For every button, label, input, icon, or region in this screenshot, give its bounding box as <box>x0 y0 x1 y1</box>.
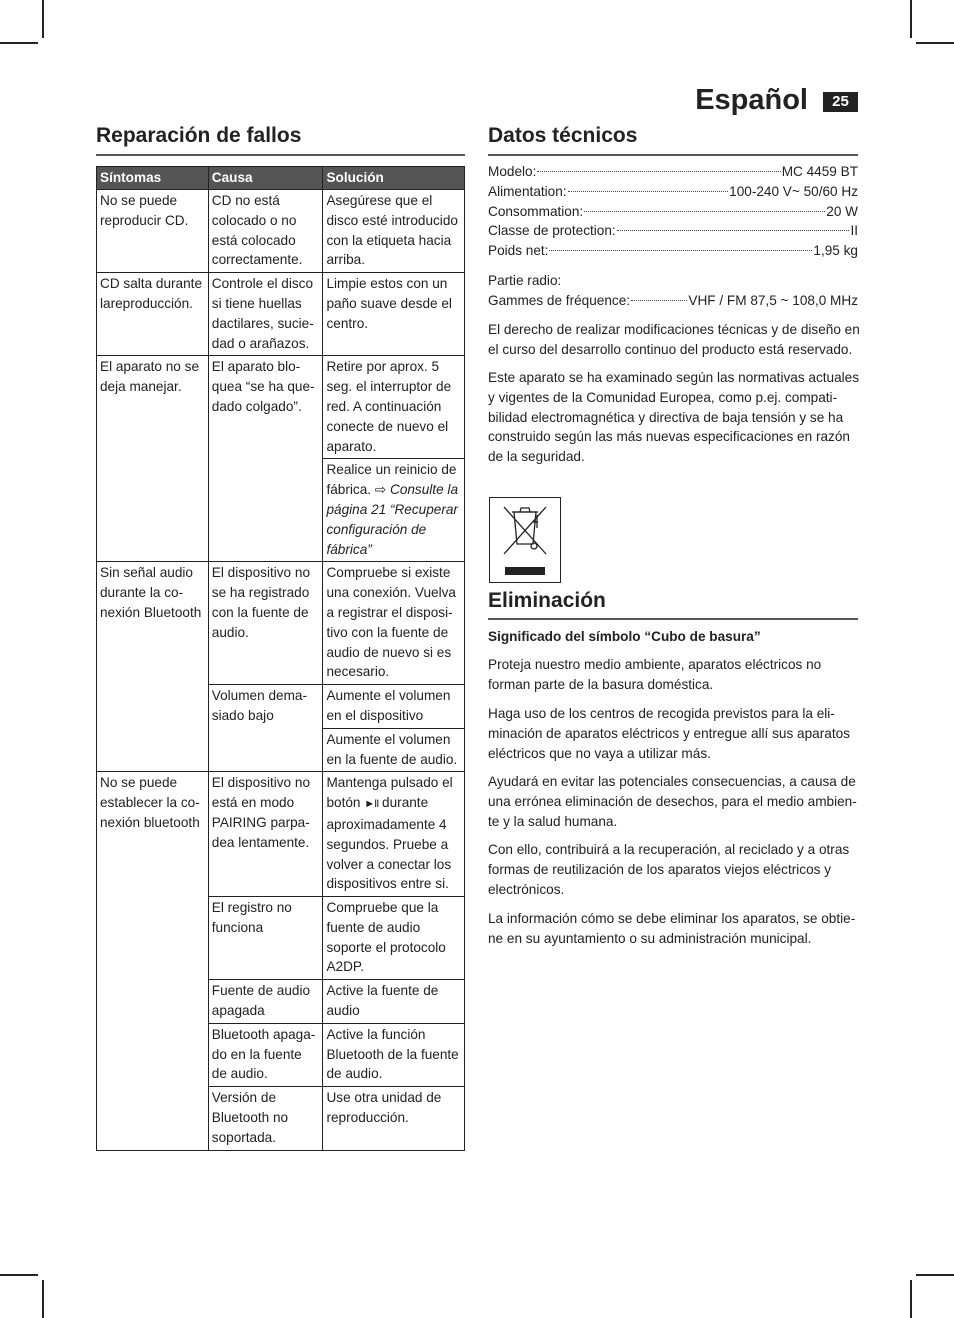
column-header-cause: Causa <box>208 167 323 190</box>
page-number: 25 <box>823 92 858 112</box>
crop-mark <box>910 0 912 38</box>
dot-leader <box>549 250 812 251</box>
table-header-row <box>97 167 465 190</box>
reference-arrow-icon: ⇨ <box>374 482 387 498</box>
table-row <box>97 772 465 897</box>
technical-data-title: Datos técnicos <box>488 124 638 147</box>
column-header-symptoms: Síntomas <box>97 167 209 190</box>
solution-cell <box>323 459 465 562</box>
spec-label: Consommation: <box>488 203 584 219</box>
column-header-solution: Solución <box>323 167 465 190</box>
solution-cell: Compruebe si existe una conexión. Vuelva a registrar el disposi-tivo con la fuente de audio de nuevo si es necesario. <box>323 562 465 685</box>
crop-mark <box>42 0 44 38</box>
solution-cell: Compruebe que la fuente de audio soporte el protocolo A2DP. <box>323 897 465 980</box>
paragraph: Con ello, contribuirá a la recuperación, al reciclado y a otras formas de reutilización de los aparatos viejos eléctricos y electrónicos. <box>488 842 850 897</box>
page-language-title: Español <box>695 84 808 116</box>
solution-text: Mantenga pulsado el botón <box>326 775 453 811</box>
cause-cell: El aparato blo-quea “se ha que-dado colgado”. <box>208 356 323 562</box>
cause-cell: El dispositivo no se ha registrado con la fuente de audio. <box>208 562 323 685</box>
spec-label: Classe de protection: <box>488 223 616 239</box>
crop-mark <box>916 42 954 44</box>
disposal-subtitle: Significado del símbolo “Cubo de basura” <box>488 629 761 644</box>
paragraph: El derecho de realizar modificaciones técnicas y de diseño en el curso del desarrollo continuo del producto está reservado. <box>488 322 860 357</box>
dot-leader <box>631 300 687 301</box>
troubleshooting-title: Reparación de fallos <box>96 124 302 147</box>
crop-mark <box>0 1274 38 1276</box>
cause-cell: Controle el disco si tiene huellas dactilares, sucie-dad o arañazos. <box>208 273 323 356</box>
solution-cell: Use otra unidad de reproducción. <box>323 1087 465 1151</box>
section-divider <box>488 154 858 156</box>
spec-row-power <box>488 182 858 202</box>
dot-leader <box>568 191 729 192</box>
spec-value: MC 4459 BT <box>781 164 858 179</box>
crossed-out-wheelie-bin-icon <box>489 497 561 583</box>
disposal-title: Eliminación <box>488 589 606 612</box>
spec-value: VHF / FM 87,5 ~ 108,0 MHz <box>688 292 858 308</box>
paragraph: Ayudará en evitar las potenciales consecuencias, a causa de una errónea eliminación de desechos, para el medio ambien-te y la salud humana. <box>488 774 857 829</box>
radio-subtitle: Partie radio: <box>488 273 562 288</box>
solution-cell: Active la función Bluetooth de la fuente de audio. <box>323 1023 465 1086</box>
specs-list <box>488 162 858 261</box>
solution-cell <box>323 772 465 897</box>
spec-row-protection-class <box>488 221 858 241</box>
crop-mark <box>910 1280 912 1318</box>
symptom-cell: CD salta durante lareproducción. <box>97 273 209 356</box>
symptom-cell: No se puede establecer la co-nexión bluetooth <box>97 772 209 1151</box>
section-divider <box>96 154 465 156</box>
dot-leader <box>584 211 825 212</box>
solution-cell: Aumente el volumen en el dispositivo <box>323 685 465 729</box>
spec-value: 100-240 V~ 50/60 Hz <box>729 183 858 199</box>
solution-text: Realice un reinicio de fábrica. <box>326 462 457 498</box>
play-pause-icon: ►II <box>364 798 379 811</box>
paragraph: Haga uso de los centros de recogida previstos para la eli-minación de aparatos eléctricos y entregue allí sus aparatos eléctricos que no vaya a utilizar más. <box>488 706 850 761</box>
spec-row-consumption <box>488 202 858 222</box>
table-row <box>97 273 465 356</box>
dot-leader <box>537 171 780 172</box>
cause-cell: El dispositivo no está en modo PAIRING parpa-dea lentamente. <box>208 772 323 897</box>
paragraph: La información cómo se debe eliminar los aparatos, se obtie-ne en su ayuntamiento o su administración municipal. <box>488 911 856 946</box>
symptom-cell: El aparato no se deja manejar. <box>97 356 209 562</box>
spec-label: Gammes de fréquence: <box>488 292 631 308</box>
table-row <box>97 356 465 459</box>
cause-cell: Fuente de audio apagada <box>208 980 323 1024</box>
solution-cell: Retire por aprox. 5 seg. el interruptor de red. A continuación conecte de nuevo el aparato. <box>323 356 465 459</box>
spec-row-net-weight <box>488 241 858 261</box>
spec-value: 20 W <box>826 203 858 219</box>
symptom-cell: Sin señal audio durante la co-nexión Bluetooth <box>97 562 209 772</box>
crop-mark <box>42 1280 44 1318</box>
section-divider <box>488 618 858 620</box>
spec-value: II <box>850 223 858 239</box>
page-reference: Consulte la página 21 “Recuperar configuración de fábrica” <box>326 482 459 557</box>
paragraph: Proteja nuestro medio ambiente, aparatos eléctricos no forman parte de la basura doméstica. <box>488 657 822 692</box>
spec-row-frequency <box>488 291 858 311</box>
cause-cell: El registro no funciona <box>208 897 323 980</box>
table-row <box>97 190 465 273</box>
dot-leader <box>617 230 850 231</box>
cause-cell: CD no está colocado o no está colocado correctamente. <box>208 190 323 273</box>
solution-cell: Asegúrese que el disco esté introducido con la etiqueta hacia arriba. <box>323 190 465 273</box>
table-row <box>97 562 465 685</box>
paragraph: Este aparato se ha examinado según las normativas actuales y vigentes de la Comunidad Europea, como p.ej. compati-bilidad electromagnética y directiva de baja tensión y se ha construido según las más nuevas especificaciones en razón de la seguridad. <box>488 370 860 465</box>
solution-cell: Aumente el volumen en la fuente de audio. <box>323 728 465 772</box>
cause-cell: Versión de Bluetooth no soportada. <box>208 1087 323 1151</box>
spec-label: Alimentation: <box>488 183 567 199</box>
spec-label: Modelo: <box>488 164 537 179</box>
solution-text: durante aproximadamente 4 segundos. Pruebe a volver a conectar los dispositivos entre si. <box>326 795 452 892</box>
symptom-cell: No se puede reproducir CD. <box>97 190 209 273</box>
cause-cell: Bluetooth apaga-do en la fuente de audio. <box>208 1023 323 1086</box>
crop-mark <box>916 1274 954 1276</box>
spec-label: Poids net: <box>488 243 549 259</box>
spec-value: 1,95 kg <box>813 243 858 259</box>
solution-cell: Limpie estos con un paño suave desde el centro. <box>323 273 465 356</box>
solution-cell: Active la fuente de audio <box>323 980 465 1024</box>
radio-specs <box>488 271 858 311</box>
crop-mark <box>0 42 38 44</box>
troubleshooting-table <box>96 166 465 1151</box>
spec-row-model <box>488 162 858 182</box>
cause-cell: Volumen dema-siado bajo <box>208 685 323 772</box>
